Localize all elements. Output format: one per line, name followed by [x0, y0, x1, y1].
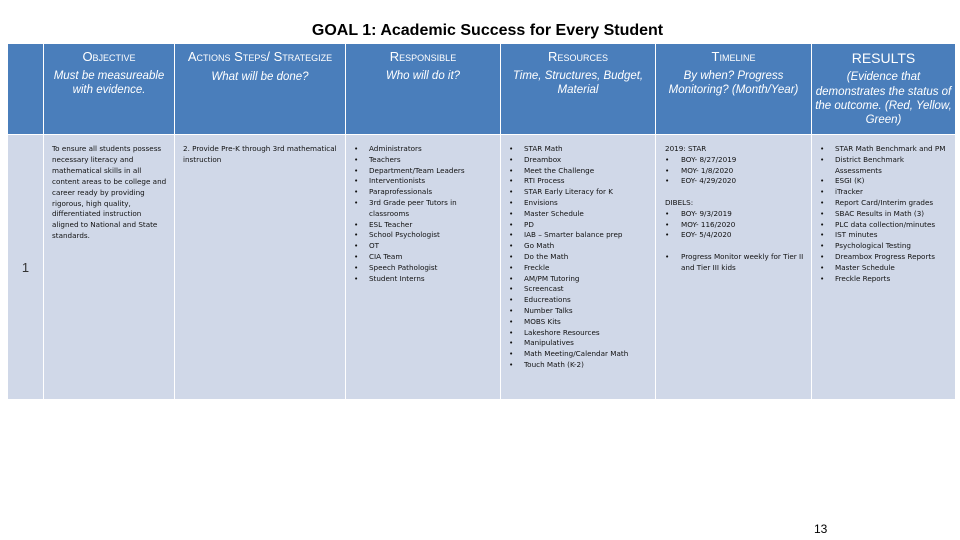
list-item: • Interventionists	[354, 176, 496, 187]
list-item: • Report Card/Interim grades	[820, 198, 951, 209]
list-item: • Speech Pathologist	[354, 263, 496, 274]
list-item: • Master Schedule	[820, 263, 951, 274]
header-responsible-title: Responsible	[389, 49, 457, 64]
row-number-cell	[8, 135, 44, 400]
responsible-list	[346, 135, 500, 284]
goal-table	[7, 43, 956, 400]
header-number	[8, 44, 44, 135]
header-actions-subtitle: What will be done?	[211, 70, 309, 83]
header-actions-title: Actions Steps/ Strategize	[187, 49, 333, 64]
list-item: • Psychological Testing	[820, 241, 951, 252]
list-item: • Number Talks	[509, 306, 651, 317]
list-item: • Envisions	[509, 198, 651, 209]
list-item: • Educreations	[509, 295, 651, 306]
list-item: • AM/PM Tutoring	[509, 274, 651, 285]
list-item: • STAR Math Benchmark and PM	[820, 144, 951, 155]
header-timeline	[656, 44, 812, 135]
header-resources-title: Resources	[548, 49, 608, 64]
list-item: • PD	[509, 220, 651, 231]
header-objective-subtitle: Must be measureable with evidence.	[53, 69, 165, 97]
header-objective	[44, 44, 175, 135]
list-item: • 3rd Grade peer Tutors in	[354, 198, 496, 209]
timeline-star-heading: 2019: STAR	[665, 144, 707, 153]
timeline-dibels-heading: DIBELS:	[665, 197, 694, 207]
list-item: • BOY- 8/27/2019	[665, 155, 807, 166]
header-resources-subtitle: Time, Structures, Budget, Material	[512, 69, 644, 97]
list-item: • OT	[354, 241, 496, 252]
list-item: • District Benchmark	[820, 155, 951, 166]
timeline-cell	[656, 135, 812, 400]
list-item: • Master Schedule	[509, 209, 651, 220]
list-item: • Dreambox Progress Reports	[820, 252, 951, 263]
header-results-title: RESULTS	[851, 50, 916, 66]
header-results	[812, 44, 956, 135]
goal-row	[8, 135, 956, 400]
list-item: • ESL Teacher	[354, 220, 496, 231]
objective-cell	[44, 135, 175, 400]
results-list	[812, 135, 955, 284]
list-item: • EOY- 4/29/2020	[665, 176, 807, 187]
header-row	[8, 44, 956, 135]
list-item: • Dreambox	[509, 155, 651, 166]
list-item: • Go Math	[509, 241, 651, 252]
list-item: • Student Interns	[354, 274, 496, 285]
page-title: GOAL 1: Academic Success for Every Student	[311, 22, 664, 39]
list-item: • BOY- 9/3/2019	[665, 209, 807, 220]
timeline-progress-list	[665, 252, 807, 263]
list-item: • EOY- 5/4/2020	[665, 230, 807, 241]
list-item: • Math Meeting/Calendar Math	[509, 349, 651, 360]
row-number: 1	[21, 259, 30, 275]
list-item: • iTracker	[820, 187, 951, 198]
resources-list	[501, 135, 655, 371]
list-item: • Department/Team Leaders	[354, 166, 496, 177]
list-item: • RTI Process	[509, 176, 651, 187]
list-item: • IAB – Smarter balance prep	[509, 230, 651, 241]
list-item: classrooms	[369, 208, 410, 218]
list-item: • Do the Math	[509, 252, 651, 263]
list-item: • Progress Monitor weekly for Tier II	[665, 252, 807, 263]
timeline-dibels-list	[665, 209, 807, 241]
responsible-cell	[346, 135, 501, 400]
header-actions	[175, 44, 346, 135]
results-cell	[812, 135, 956, 400]
list-item: • Freckle	[509, 263, 651, 274]
list-item: • Touch Math (K-2)	[509, 360, 651, 371]
header-objective-title: Objective	[82, 49, 136, 64]
list-item: • Freckle Reports	[820, 274, 951, 285]
header-responsible-subtitle: Who will do it?	[385, 69, 461, 82]
header-resources	[501, 44, 656, 135]
header-timeline-title: Timeline	[711, 49, 756, 64]
objective-text: To ensure all students possess necessary literacy and mathematical skills in all content areas to be college and career ready by providing rigorous, high quality, differentiated instruction aligned to National and State standards.	[52, 144, 167, 241]
list-item: • MOY- 1/8/2020	[665, 166, 807, 177]
timeline-progress-continued: and Tier III kids	[681, 262, 736, 272]
list-item: • MOY- 116/2020	[665, 220, 807, 231]
list-item: • PLC data collection/minutes	[820, 220, 951, 231]
list-item: • MOBS Kits	[509, 317, 651, 328]
action-cell	[175, 135, 346, 400]
header-responsible	[346, 44, 501, 135]
page-number: 13	[814, 522, 828, 536]
timeline-star-list	[665, 155, 807, 187]
list-item: • Administrators	[354, 144, 496, 155]
list-item: Assessments	[835, 165, 882, 175]
list-item: • Lakeshore Resources	[509, 328, 651, 339]
list-item: • SBAC Results in Math (3)	[820, 209, 951, 220]
header-results-subtitle: (Evidence that demonstrates the status of the outcome. (Red, Yellow, Green)	[815, 71, 952, 127]
resources-cell	[501, 135, 656, 400]
list-item: • School Psychologist	[354, 230, 496, 241]
list-item: • CIA Team	[354, 252, 496, 263]
list-item: • Manipulatives	[509, 338, 651, 349]
list-item: • Meet the Challenge	[509, 166, 651, 177]
list-item: • ESGI (K)	[820, 176, 951, 187]
list-item: • IST minutes	[820, 230, 951, 241]
list-item: • STAR Early Literacy for K	[509, 187, 651, 198]
timeline-block	[656, 135, 811, 274]
list-item: • STAR Math	[509, 144, 651, 155]
action-text: 2. Provide Pre-K through 3rd mathematical instruction	[183, 144, 337, 164]
header-timeline-subtitle: By when? Progress Monitoring? (Month/Year)	[668, 69, 799, 97]
list-item: • Paraprofessionals	[354, 187, 496, 198]
list-item: • Screencast	[509, 284, 651, 295]
list-item: • Teachers	[354, 155, 496, 166]
